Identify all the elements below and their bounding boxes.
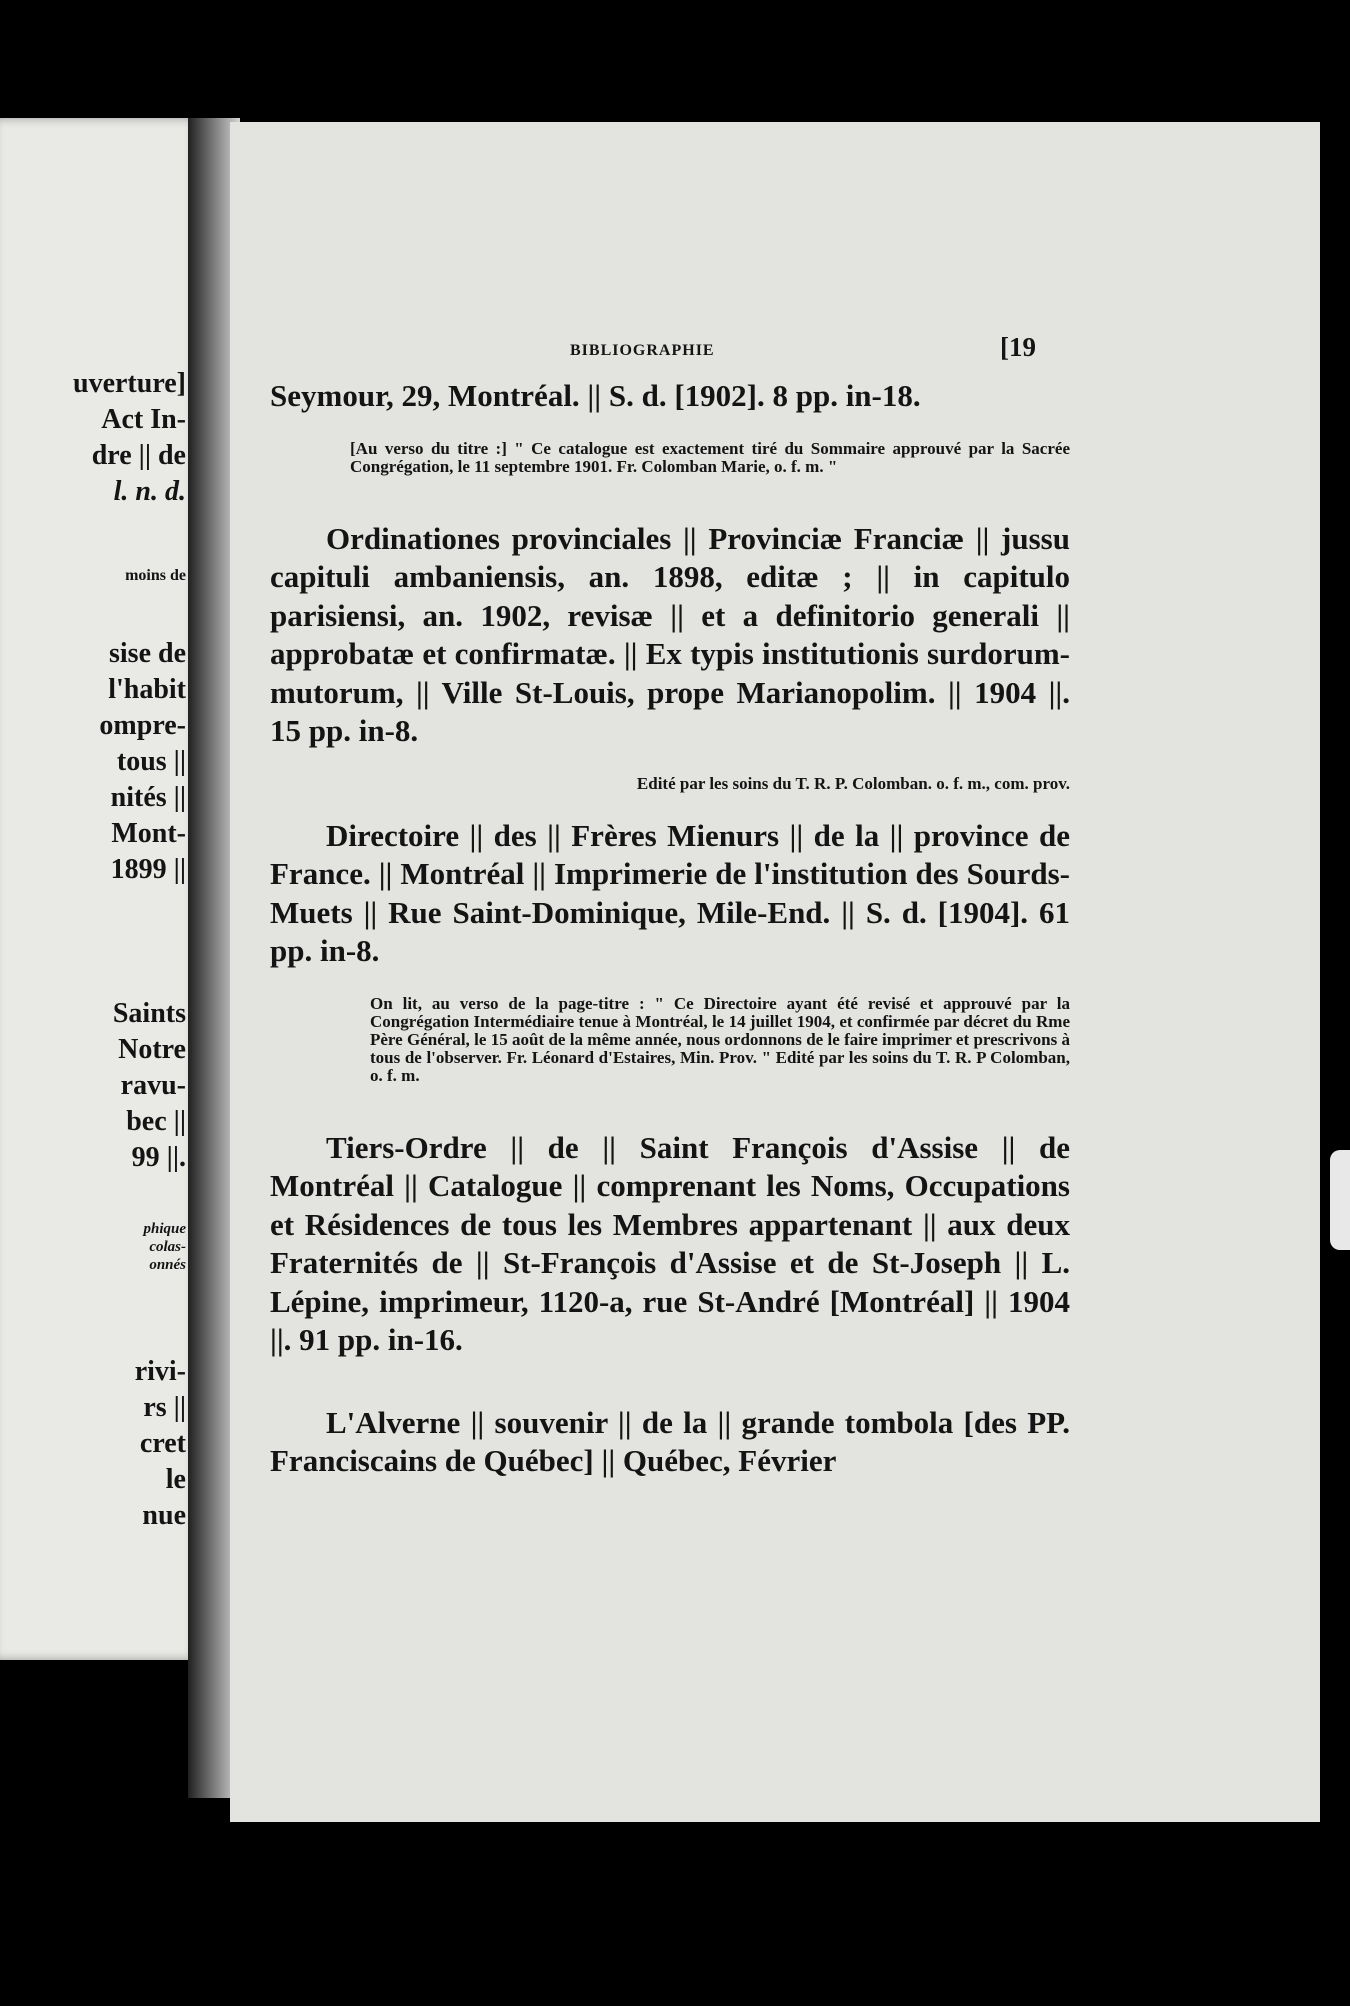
entry-alverne: L'Alverne || souvenir || de la || grande tombola [des PP. Franciscains de Québec] || Québec, Février	[270, 1404, 1070, 1478]
page-header	[230, 332, 1320, 372]
left-page-line: tous ||	[116, 746, 186, 777]
left-page-line: l. n. d.	[113, 476, 186, 507]
bibliography-text	[270, 377, 1070, 1481]
left-page-line: rs ||	[143, 1392, 186, 1423]
entry-note: [Au verso du titre :] " Ce catalogue est exactement tiré du Sommaire approuvé par la Sacrée Congrégation, le 11 septembre 1901. Fr. Colomban Marie, o. f. m. "	[350, 438, 1070, 476]
left-page-line: Saints	[112, 998, 186, 1029]
entry-note: On lit, au verso de la page-titre : " Ce Directoire ayant été revisé et approuvé par la Congrégation Intermédiaire tenue à Montréal, le 14 juillet 1904, et confirmée par décret du Rme Père Général, le 15 août de la même année, nous ordonnons de le faire imprimer et prescrivons à tous de l'observer. Fr. Léonard d'Estaires, Min. Prov. " Edité par les soins du T. R. P Colomban, o. f. m.	[370, 993, 1070, 1085]
left-page-line: Mont-	[111, 818, 186, 849]
left-page-line: sise de	[109, 638, 186, 669]
left-page-line: rivi-	[134, 1356, 186, 1387]
entry-seymour: Seymour, 29, Montréal. || S. d. [1902]. 8 pp. in-18.	[270, 378, 921, 413]
left-facing-page	[0, 118, 200, 1660]
left-page-line: bec ||	[126, 1106, 186, 1137]
entry-note: Edité par les soins du T. R. P. Colomban. o. f. m., com. prov.	[636, 773, 1070, 793]
left-page-line: nue	[142, 1500, 186, 1531]
entry-tiers-ordre: Tiers-Ordre || de || Saint François d'Assise || de Montréal || Catalogue || comprenant les Noms, Occupations et Résidences de tous les Membres appartenant || aux deux Fraternités de || St-François d'Assise et de St-Joseph || L. Lépine, imprimeur, 1120-a, rue St-André [Montréal] || 1904 ||. 91 pp. in-16.	[270, 1129, 1070, 1357]
left-page-line: ravu-	[120, 1070, 186, 1101]
left-page-line: l'habit	[108, 674, 186, 705]
left-page-line: phique	[143, 1221, 186, 1237]
main-page	[230, 122, 1320, 1822]
left-page-line: nités ||	[110, 782, 186, 813]
page-number: [19	[1000, 332, 1036, 362]
entry-directoire: Directoire || des || Frères Mienurs || de la || province de France. || Montréal || Imprimerie de l'institution des Sourds-Muets || Rue Saint-Dominique, Mile-End. || S. d. [1904]. 61 pp. in-8.	[270, 817, 1070, 968]
left-page-line: cret	[139, 1428, 186, 1459]
left-page-line: dre || de	[91, 440, 186, 471]
left-page-line: Notre	[118, 1034, 186, 1065]
left-page-line: moins de	[125, 567, 186, 584]
left-page-line: le	[165, 1464, 186, 1495]
left-page-line: ompre-	[99, 710, 186, 741]
left-page-line: uverture]	[73, 368, 186, 399]
entry-ordinationes: Ordinationes provinciales || Provinciæ Franciæ || jussu capituli ambaniensis, an. 1898, editæ ; || in capitulo parisiensi, an. 1902, revisæ || et a definitorio generali || approbatæ et confirmatæ. || Ex typis institutionis surdorum-mutorum, || Ville St-Louis, prope Marianopolim. || 1904 ||. 15 pp. in-8.	[270, 520, 1070, 748]
left-page-line: 99 ||.	[131, 1142, 186, 1173]
left-page-line: onnés	[149, 1257, 186, 1273]
left-page-line: 1899 ||	[110, 854, 186, 885]
left-page-line: Act In-	[101, 404, 186, 435]
scan-edge-mark	[1330, 1150, 1350, 1250]
running-head: BIBLIOGRAPHIE	[570, 342, 715, 359]
left-page-line: colas-	[149, 1239, 186, 1255]
